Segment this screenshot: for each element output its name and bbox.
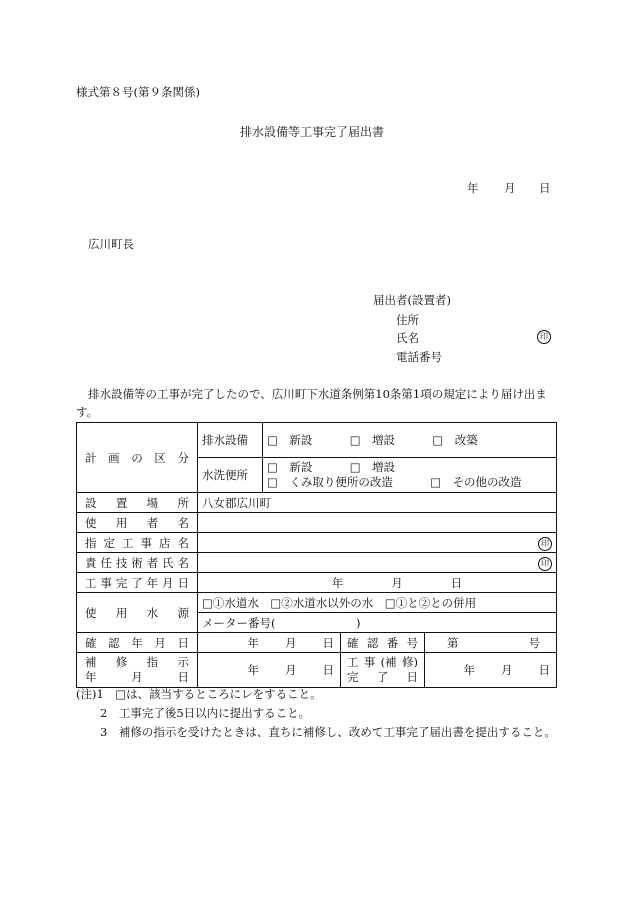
addressee: 広川町長 [88,237,134,251]
drain-facility-label: 排水設備 [198,423,263,458]
location-label: 設 置 場 所 [77,493,198,513]
repair-completion-date-field[interactable]: 年 月 日 [425,653,557,688]
flush-toilet-label: 水洗便所 [198,458,263,493]
user-name-label: 使 用 者 名 [77,513,198,533]
date-month-label: 月 [504,181,516,195]
repair-instruction-date-field[interactable]: 年 月 日 [198,653,341,688]
user-name-field[interactable] [198,513,557,533]
date-day-label: 日 [539,181,551,195]
completion-date-field[interactable]: 年 月 日 [198,573,557,593]
drain-new-checkbox[interactable]: □ 新設 [267,433,313,447]
repair-completion-date-label: 工 事 (補 修) 完 了 日 [341,653,425,688]
contractor-name-field[interactable] [198,533,557,553]
confirm-date-label: 確 認 年 月 日 [77,633,198,653]
note-1: (注)1 □は、該当するところにレをすること。 [76,687,322,701]
engineer-name-field[interactable] [198,553,557,573]
confirm-number-label: 確 認 番 号 [341,633,425,653]
drain-remodel-checkbox[interactable]: □ 改築 [432,433,478,447]
body-text-line2: す。 [76,405,99,419]
engineer-name-label: 責 任 技 術 者 氏 名 [77,553,198,573]
engineer-seal-icon: 印 [538,557,552,571]
confirm-number-field[interactable]: 第 号 [425,633,557,653]
contractor-name-label: 指 定 工 事 店 名 [77,533,198,553]
toilet-pit-conversion-checkbox[interactable]: □ くみ取り便所の改造 [267,475,393,489]
note-2: 2 工事完了後5日以内に提出すること。 [100,706,311,720]
applicant-seal-icon: 印 [537,330,551,344]
toilet-new-checkbox[interactable]: □ 新設 [267,460,313,474]
date-year-label: 年 [467,181,479,195]
form-number: 様式第８号(第９条関係) [76,85,200,99]
body-text-line1: 排水設備等の工事が完了したので、広川町下水道条例第10条第1項の規定により届け出ま [88,387,547,401]
document-title: 排水設備等工事完了届出書 [240,125,385,139]
completion-form-table [76,422,557,688]
water-source-options[interactable]: □①水道水 □②水道水以外の水 □①と②との併用 [198,593,557,613]
flush-toilet-options[interactable] [263,458,557,493]
applicant-heading: 届出者(設置者) [373,293,451,307]
applicant-phone-label: 電話番号 [396,350,442,364]
location-value[interactable]: 八女郡広川町 [198,493,557,513]
completion-date-label: 工 事 完 了 年 月 日 [77,573,198,593]
applicant-address-label: 住所 [396,313,419,327]
contractor-seal-icon: 印 [538,537,552,551]
toilet-other-conversion-checkbox[interactable]: □ その他の改造 [430,475,522,489]
meter-number-field[interactable]: メーター番号( ) [198,613,557,633]
plan-class-label: 計 画 の 区 分 [77,423,198,493]
drain-facility-options[interactable] [263,423,557,458]
note-3: 3 補修の指示を受けたときは、直ちに補修し、改めて工事完了届出書を提出すること。 [100,725,556,739]
repair-instruction-date-label: 補 修 指 示 年 月 日 [77,653,198,688]
water-source-label: 使 用 水 源 [77,593,198,633]
toilet-expand-checkbox[interactable]: □ 増設 [349,460,396,474]
confirm-date-field[interactable]: 年 月 日 [198,633,341,653]
applicant-name-label: 氏名 [396,331,419,345]
drain-expand-checkbox[interactable]: □ 増設 [349,433,396,447]
